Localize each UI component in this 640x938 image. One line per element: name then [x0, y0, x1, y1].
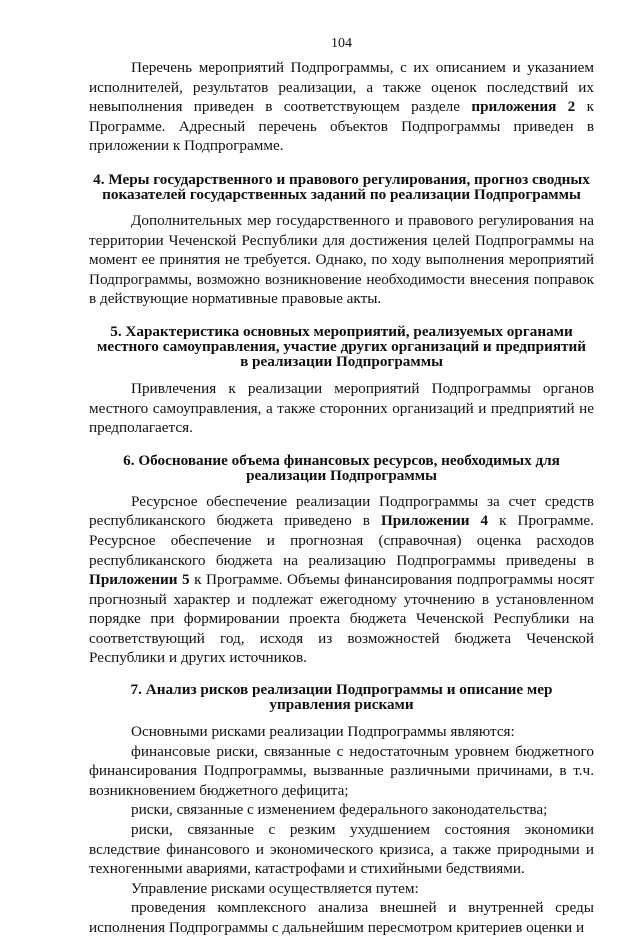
section-5-heading-line-3: в реализации Подпрограммы — [240, 352, 443, 370]
intro-text-1: Перечень мероприятий Подпрограммы, с их описанием и указанием исполнителей, результатов реализации, а также оценок последствий их невыполнения приведен в соответствующем разделе — [89, 59, 594, 116]
section-7-heading — [89, 682, 594, 712]
section-6-text-1: Ресурсное обеспечение реализации Подпрограммы за счет средств республиканского бюджета приведено в — [89, 492, 594, 530]
section-6-heading-line-1: 6. Обоснование объема финансовых ресурсов, необходимых для — [123, 451, 560, 469]
section-4-heading-line-1: 4. Меры государственного и правового регулирования, прогноз сводных — [93, 170, 590, 188]
section-5-heading-line-1: 5. Характеристика основных мероприятий, реализуемых органами — [110, 322, 573, 340]
section-7-paragraph-3: риски, связанные с изменением федерального законодательства; — [131, 801, 548, 819]
section-6-text-2: к Программе. Ресурсное обеспечение и прогнозная (справочная) оценка расходов республиканского бюджета на реализацию Подпрограммы приведены в — [89, 512, 594, 569]
section-6-paragraph — [89, 492, 594, 668]
section-7-paragraph-2: финансовые риски, связанные с недостаточным уровнем бюджетного финансирования Подпрограммы, вызванные различными причинами, в т.ч. возникновением бюджетного дефицита; — [89, 742, 594, 799]
section-5-heading — [89, 324, 594, 369]
section-4-paragraph: Дополнительных мер государственного и правового регулирования на территории Чеченской Республики для достижения целей Подпрограммы на момент ее принятия не требуется. Однако, по ходу выполнения мероприятий Подпрограммы, возможно возникновение необходимости внесения поправок в действующие нормативные правовые акты. — [89, 211, 594, 308]
section-5-paragraph: Привлечения к реализации мероприятий Подпрограммы органов местного самоуправления, а также сторонних организаций и предприятий не предполагается. — [89, 379, 594, 437]
section-5-heading-line-2: местного самоуправления, участие других организаций и предприятий — [96, 337, 587, 355]
intro-paragraph — [89, 58, 594, 156]
intro-bold-appendix: приложения 2 — [471, 98, 576, 116]
section-6-heading — [89, 453, 594, 483]
section-6-heading-line-2: реализации Подпрограммы — [246, 466, 437, 484]
section-6-bold-appendix-4: Приложении 4 — [380, 512, 489, 530]
section-4-heading-line-2: показателей государственных заданий по реализации Подпрограммы — [102, 185, 581, 203]
section-4-heading — [89, 172, 594, 202]
section-7-heading-line-1: 7. Анализ рисков реализации Подпрограммы и описание мер — [130, 681, 553, 699]
intro-text-2: к Программе. Адресный перечень объектов Подпрограммы приведен в приложении к Подпрограмме. — [89, 98, 594, 155]
section-7-heading-line-2: управления рисками — [269, 696, 414, 714]
page-number: 104 — [331, 36, 352, 51]
section-6-text-3: к Программе. Объемы финансирования подпрограммы носят прогнозный характер и подлежат ежегодному уточнению в установленном порядке при формировании проекта бюджета Чеченской Республики на соответствующий год, исходя из возможностей бюджета Чеченской Республики и других источников. — [89, 571, 594, 667]
section-6-bold-appendix-5: Приложении 5 — [89, 571, 190, 589]
section-7-paragraph-6: проведения комплексного анализа внешней и внутренней среды исполнения Подпрограммы с дальнейшим пересмотром критериев оценки и — [89, 899, 594, 936]
section-7-paragraph-1: Основными рисками реализации Подпрограммы являются: — [131, 723, 515, 741]
section-7-paragraph-5: Управление рисками осуществляется путем: — [131, 879, 419, 897]
section-7-paragraph-4: риски, связанные с резким ухудшением состояния экономики вследствие финансового и экономического кризиса, а также природными и техногенными авариями, катастрофами и стихийными бедствиями. — [89, 821, 594, 878]
